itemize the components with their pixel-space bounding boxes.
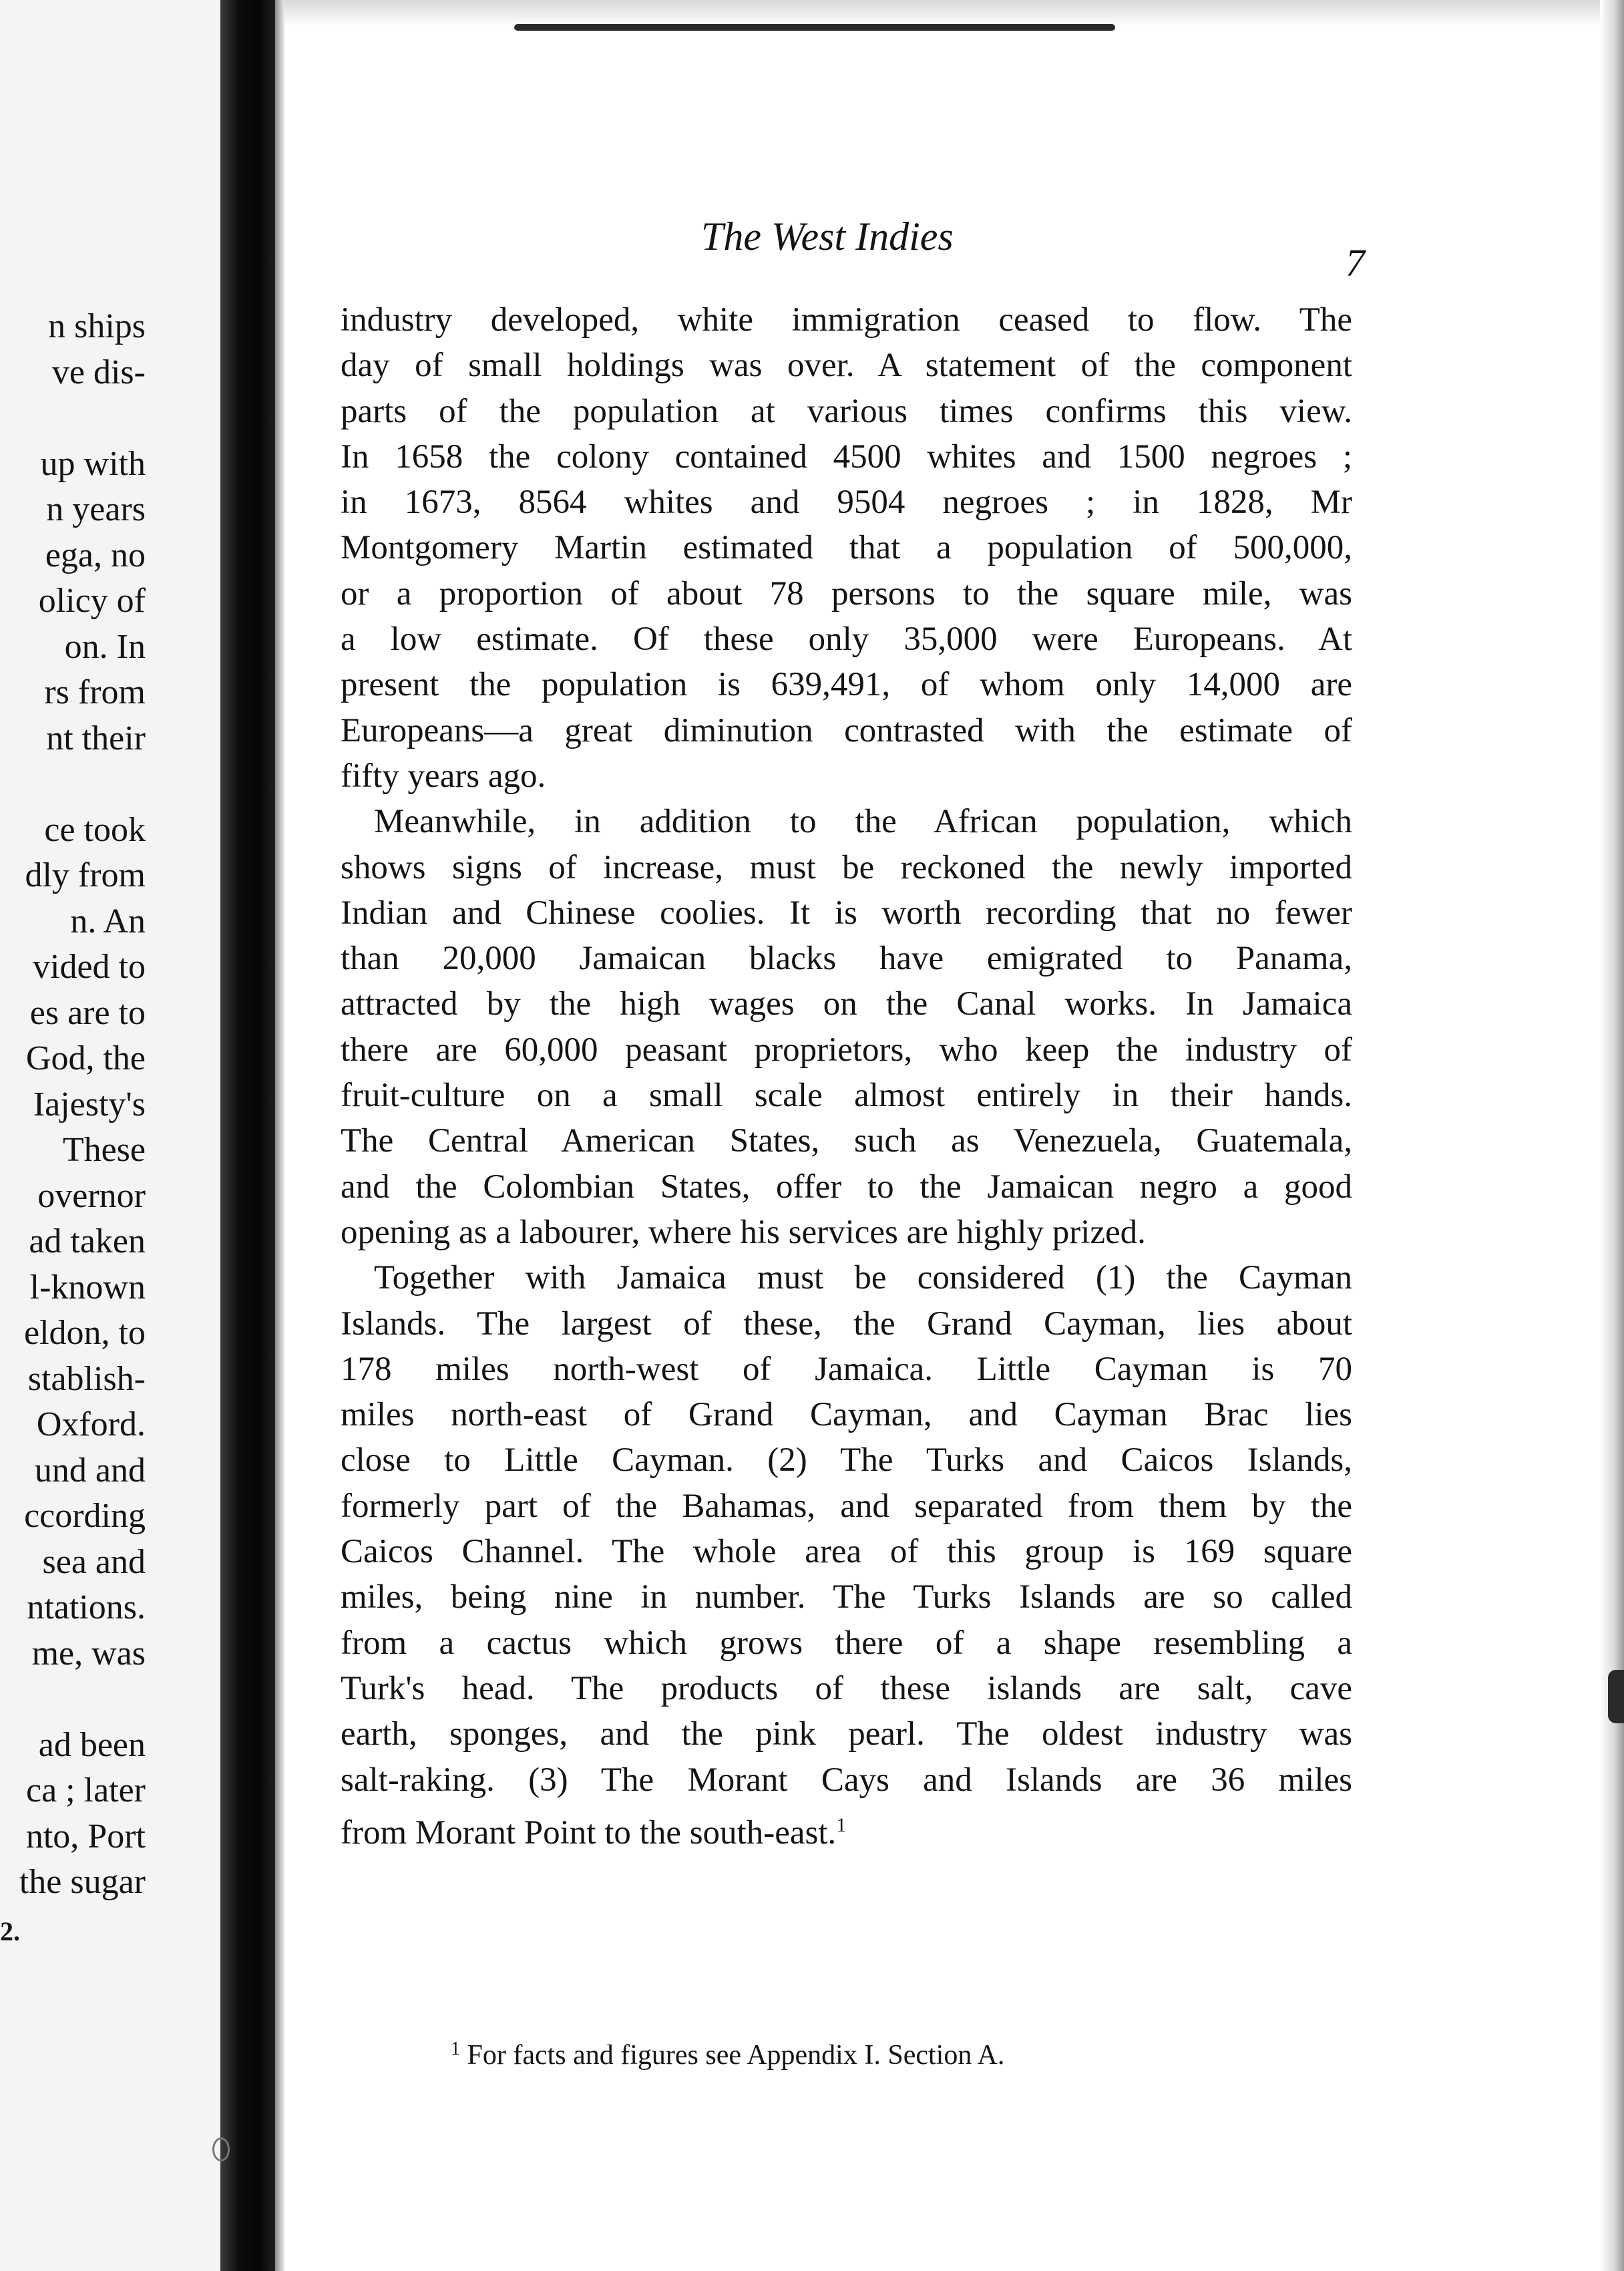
text-line-content: from Morant Point to the south-east.: [341, 1813, 837, 1849]
text-line-content: 178 miles north-west of Jamaica. Little Cayman is 70: [341, 1350, 1352, 1388]
facing-page-line: ad taken: [29, 1222, 146, 1260]
text-line: [341, 1483, 1352, 1529]
text-line: [341, 1711, 1352, 1757]
text-line-content: a low estimate. Of these only 35,000 were Europeans. At: [341, 621, 1352, 659]
facing-page-fragment: [0, 0, 220, 2271]
running-title: The West Indies: [701, 214, 954, 258]
facing-page-line: These: [62, 1131, 146, 1169]
text-line: [341, 1164, 1352, 1210]
text-line-content: from a cactus which grows there of a shape resembling a: [341, 1624, 1352, 1662]
text-line-content: opening as a labourer, where his services are highly prized.: [341, 1213, 1146, 1251]
page-right-edge: [1600, 0, 1624, 2271]
paragraph-3: [341, 1255, 1352, 1848]
text-line-content: salt-raking. (3) The Morant Cays and Islands are 36 miles: [341, 1761, 1352, 1799]
text-line-content: parts of the population at various times confirms this view.: [341, 392, 1352, 430]
text-line-content: earth, sponges, and the pink pearl. The oldest industry was: [341, 1715, 1352, 1753]
text-line-content: Europeans—a great diminution contrasted with the estimate of: [341, 711, 1352, 749]
facing-page-line: up with: [40, 444, 146, 483]
text-line-content: than 20,000 Jamaican blacks have emigrated to Panama,: [341, 940, 1352, 978]
text-line: [341, 936, 1352, 981]
text-line-content: shows signs of increase, must be reckoned the newly imported: [341, 848, 1352, 886]
text-line: [341, 480, 1352, 525]
text-line: [341, 389, 1352, 434]
text-line-content: close to Little Cayman. (2) The Turks and Caicos Islands,: [341, 1441, 1352, 1479]
text-line: [341, 1392, 1352, 1437]
text-line-content: formerly part of the Bahamas, and separated from them by the: [341, 1487, 1352, 1525]
book-gutter: [220, 0, 275, 2271]
facing-page-line: n. An: [70, 902, 146, 940]
facing-page-line: dly from: [25, 856, 146, 894]
text-line-content: industry developed, white immigration ceased to flow. The: [341, 301, 1352, 339]
facing-page-line: nt their: [46, 719, 146, 757]
text-line: [341, 1210, 1352, 1255]
text-line: [341, 1529, 1352, 1574]
text-line-content: Meanwhile, in addition to the African population, which: [374, 803, 1352, 841]
facing-page-line: [0, 1677, 146, 1723]
text-line: [341, 753, 1352, 799]
text-line-content: Islands. The largest of these, the Grand Cayman, lies about: [341, 1304, 1352, 1343]
text-line-content: Montgomery Martin estimated that a population of 500,000,: [341, 529, 1352, 567]
text-line-content: Indian and Chinese coolies. It is worth recording that no fewer: [341, 894, 1352, 932]
facing-page-line: vided to: [33, 948, 146, 986]
text-line-content: fruit-culture on a small scale almost entirely in their hands.: [341, 1077, 1352, 1115]
text-line-content: there are 60,000 peasant proprietors, who keep the industry of: [341, 1031, 1352, 1069]
text-line: [341, 1073, 1352, 1118]
page-top-edge: [284, 0, 1624, 27]
text-line: [341, 1301, 1352, 1347]
top-edge-mark: [514, 24, 1115, 31]
facing-page-line: ccording: [24, 1497, 146, 1535]
text-line-content: in 1673, 8564 whites and 9504 negroes ; in 1828, Mr: [341, 484, 1352, 522]
facing-page-line: the sugar: [19, 1863, 146, 1901]
text-line: [341, 1118, 1352, 1164]
text-line: [341, 343, 1352, 388]
text-line-content: miles, being nine in number. The Turks Islands are so called: [341, 1578, 1352, 1616]
text-line: [341, 890, 1352, 936]
text-line: [341, 1757, 1352, 1803]
facing-page-line: rs from: [44, 673, 146, 711]
facing-page-line: ad been: [38, 1725, 146, 1764]
text-line-content: Caicos Channel. The whole area of this group is 169 square: [341, 1533, 1352, 1571]
facing-page-line: overnor: [37, 1176, 146, 1215]
footnote-marker: 1: [451, 2039, 460, 2059]
page-body: [341, 297, 1352, 1848]
facing-page-line: ve dis-: [51, 353, 146, 391]
running-head: [321, 214, 1369, 285]
footnote-reference: 1: [836, 1813, 847, 1836]
text-line-content: The Central American States, such as Venezuela, Guatemala,: [341, 1122, 1352, 1160]
text-line: [341, 1027, 1352, 1073]
facing-page-line: stablish-: [27, 1359, 146, 1398]
facing-page-line: God, the: [25, 1039, 146, 1077]
text-line: [341, 1803, 1352, 1848]
facing-page-line: sea and: [42, 1542, 146, 1581]
footnote-text: For facts and figures see Appendix I. Section A.: [467, 2040, 1005, 2071]
facing-page-line: und and: [34, 1451, 146, 1490]
text-line: [341, 1666, 1352, 1711]
facing-page-line: l-known: [29, 1268, 146, 1306]
paragraph-2: [341, 799, 1352, 1255]
text-line: [341, 662, 1352, 707]
facing-page-line: ega, no: [45, 536, 146, 574]
facing-page-line: eldon, to: [24, 1314, 146, 1352]
text-line: [341, 1347, 1352, 1392]
text-line-content: and the Colombian States, offer to the Jamaican negro a good: [341, 1168, 1352, 1206]
text-line: [341, 799, 1352, 844]
text-line: [341, 1620, 1352, 1666]
text-line-content: or a proportion of about 78 persons to the square mile, was: [341, 574, 1352, 613]
margin-speck: [212, 2137, 230, 2161]
right-edge-blot: [1608, 1670, 1624, 1723]
facing-page-line: olicy of: [38, 582, 146, 620]
text-line-content: miles north-east of Grand Cayman, and Cayman Brac lies: [341, 1396, 1352, 1434]
facing-page-line: Oxford.: [36, 1405, 146, 1443]
text-line: [341, 1437, 1352, 1483]
facing-page-line: es are to: [29, 993, 146, 1032]
text-line: [341, 981, 1352, 1027]
facing-page-line: nto, Port: [25, 1817, 146, 1856]
text-line: [341, 434, 1352, 480]
facing-page-footnote: 2.: [0, 1916, 20, 1946]
paragraph-1: [341, 297, 1352, 799]
facing-page-line: [0, 395, 146, 442]
text-line: [341, 617, 1352, 662]
gutter-edge: [275, 0, 284, 2271]
text-line-content: present the population is 639,491, of whom only 14,000 are: [341, 666, 1352, 704]
book-page: [321, 200, 1369, 2191]
text-line: [341, 297, 1352, 343]
text-line: [341, 1574, 1352, 1620]
text-line-content: attracted by the high wages on the Canal works. In Jamaica: [341, 985, 1352, 1023]
text-line-content: Turk's head. The products of these islands are salt, cave: [341, 1669, 1352, 1707]
facing-page-line: n ships: [48, 307, 146, 345]
page-number: 7: [1346, 241, 1365, 285]
text-line: [341, 525, 1352, 570]
text-line: [341, 708, 1352, 753]
text-line: [341, 845, 1352, 890]
facing-page-line: n years: [46, 490, 146, 528]
text-line: [341, 571, 1352, 617]
text-line: [341, 1255, 1352, 1300]
text-line-content: fifty years ago.: [341, 757, 546, 795]
facing-page-line: me, was: [31, 1634, 146, 1673]
facing-page-line: ca ; later: [26, 1771, 146, 1809]
text-line-content: day of small holdings was over. A statement of the component: [341, 347, 1352, 385]
facing-page-line: [0, 761, 146, 808]
facing-page-line: on. In: [64, 627, 146, 666]
text-line-content: Together with Jamaica must be considered (1) the Cayman: [374, 1259, 1352, 1297]
facing-page-line: Iajesty's: [33, 1085, 146, 1123]
facing-page-line: ce took: [44, 810, 146, 849]
facing-page-line: ntations.: [27, 1588, 146, 1626]
footnote: [451, 2039, 1004, 2071]
facing-page-text: [0, 304, 146, 1906]
text-line-content: In 1658 the colony contained 4500 whites and 1500 negroes ;: [341, 438, 1352, 476]
